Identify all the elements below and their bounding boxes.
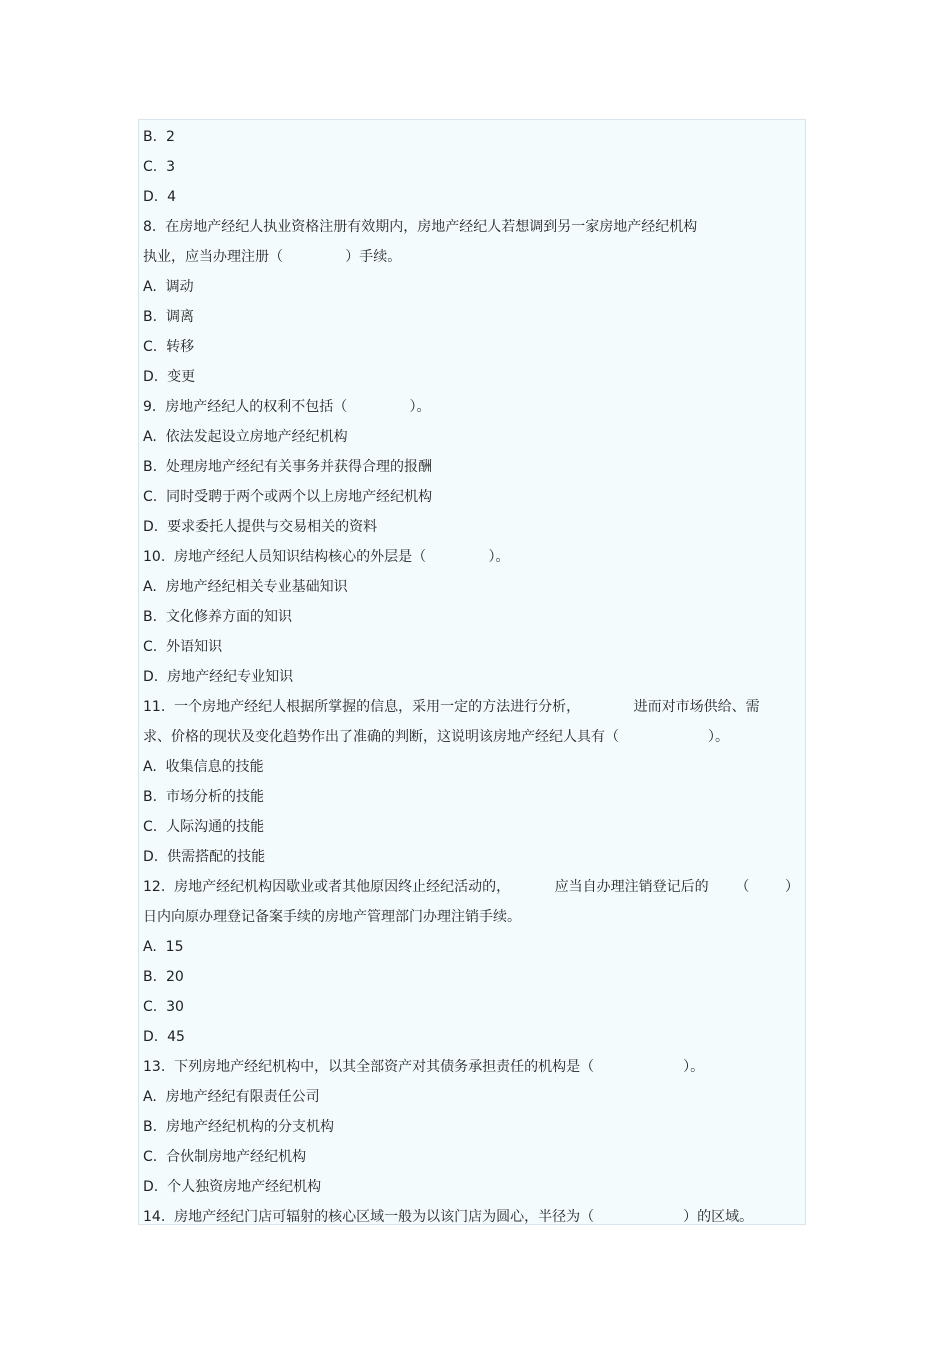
option-line: A. 依法发起设立房地产经纪机构 [143, 429, 348, 445]
option-line: B. 文化修养方面的知识 [143, 609, 292, 625]
question-9: 9. 房地产经纪人的权利不包括（ ）。 [143, 399, 431, 415]
option-line: B. 调离 [143, 309, 194, 325]
option-line: D. 供需搭配的技能 [143, 849, 266, 865]
option-line: B. 房地产经纪机构的分支机构 [143, 1119, 334, 1135]
option-line: D. 房地产经纪专业知识 [143, 669, 294, 685]
option-line: C. 合伙制房地产经纪机构 [143, 1149, 307, 1165]
option-line: C. 人际沟通的技能 [143, 819, 265, 835]
option-line: C. 同时受聘于两个或两个以上房地产经纪机构 [143, 489, 433, 505]
option-line: D. 变更 [143, 369, 196, 385]
text-line: D. 4 [143, 189, 177, 205]
question-12: 12. 房地产经纪机构因歇业或者其他原因终止经纪活动的， 应当自办理注销登记后的 （ ） [143, 879, 799, 895]
option-line: D. 个人独资房地产经纪机构 [143, 1179, 322, 1195]
option-line: A. 15 [143, 939, 184, 955]
text-line: C. 3 [143, 159, 176, 175]
option-line: B. 处理房地产经纪有关事务并获得合理的报酬 [143, 459, 432, 475]
text-line: 日内向原办理登记备案手续的房地产管理部门办理注销手续。 [143, 909, 521, 925]
option-line: A. 收集信息的技能 [143, 759, 264, 775]
option-line: D. 45 [143, 1029, 185, 1045]
option-line: C. 外语知识 [143, 639, 223, 655]
question-13: 13. 下列房地产经纪机构中，以其全部资产对其债务承担责任的机构是（ ）。 [143, 1059, 705, 1075]
option-line: B. 20 [143, 969, 184, 985]
text-line: B. 2 [143, 129, 175, 145]
text-line: 求、价格的现状及变化趋势作出了准确的判断，这说明该房地产经纪人具有（ ）。 [143, 729, 730, 745]
option-line: A. 房地产经纪相关专业基础知识 [143, 579, 348, 595]
option-line: B. 市场分析的技能 [143, 789, 264, 805]
option-line: C. 转移 [143, 339, 195, 355]
question-8: 8. 在房地产经纪人执业资格注册有效期内，房地产经纪人若想调到另一家房地产经纪机构 [143, 219, 698, 235]
question-14: 14. 房地产经纪门店可辐射的核心区域一般为以该门店为圆心，半径为（ ）的区域。 [143, 1209, 754, 1225]
option-line: A. 房地产经纪有限责任公司 [143, 1089, 320, 1105]
option-line: C. 30 [143, 999, 184, 1015]
question-list [143, 122, 808, 1232]
question-10: 10. 房地产经纪人员知识结构核心的外层是（ ）。 [143, 549, 510, 565]
option-line: D. 要求委托人提供与交易相关的资料 [143, 519, 378, 535]
question-11: 11. 一个房地产经纪人根据所掌握的信息，采用一定的方法进行分析， 进而对市场供给、需 [143, 699, 760, 715]
option-line: A. 调动 [143, 279, 194, 295]
text-line: 执业，应当办理注册（ ）手续。 [143, 249, 402, 265]
